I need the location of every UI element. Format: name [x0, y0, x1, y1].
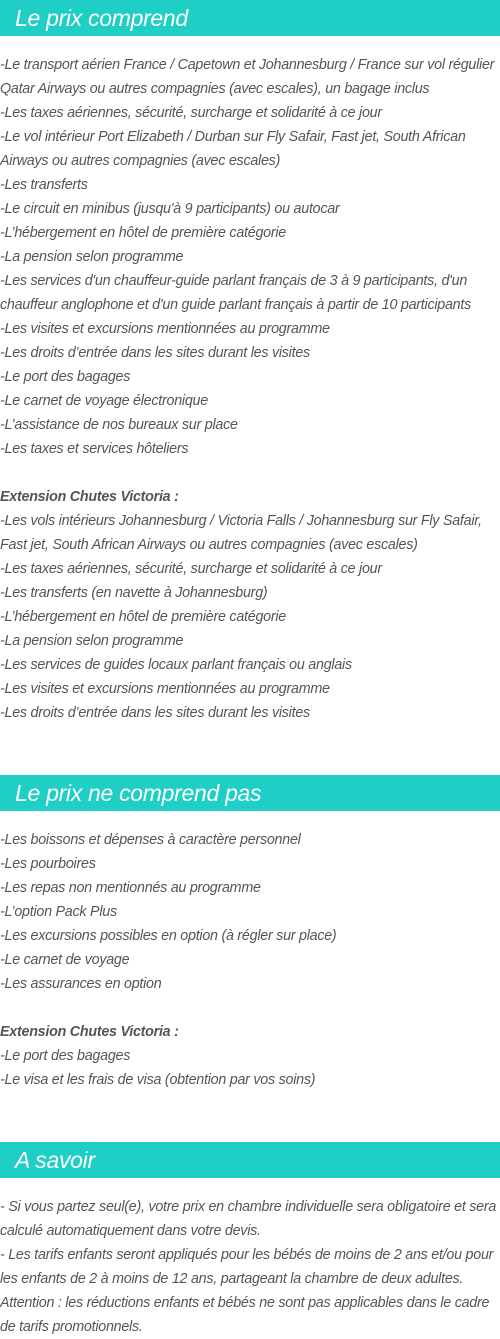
list-item: -Les transferts: [0, 177, 88, 193]
extension-heading-excludes: Extension Chutes Victoria :: [0, 1024, 179, 1040]
list-item: -Les vols intérieurs Johannesburg / Victoria Falls / Johannesburg sur Fly Safair, Fast jet, South African Airways ou autres compagnies (avec escales): [0, 513, 482, 553]
extension-heading-includes: Extension Chutes Victoria :: [0, 489, 179, 505]
list-item: -La pension selon programme: [0, 249, 184, 265]
list-item: -Les droits d’entrée dans les sites durant les visites: [0, 345, 310, 361]
list-item: -L’hébergement en hôtel de première catégorie: [0, 609, 286, 625]
info-paragraph: - Si vous partez seul(e), votre prix en chambre individuelle sera obligatoire et sera calculé automatiquement dans votre devis.: [0, 1199, 497, 1239]
list-item: -L’assistance de nos bureaux sur place: [0, 417, 238, 433]
section-know: [0, 1142, 500, 1339]
list-item: -Les excursions possibles en option (à régler sur place): [0, 928, 337, 944]
list-item: -La pension selon programme: [0, 633, 184, 649]
section-title-know: A savoir: [0, 1142, 500, 1178]
list-item: -Les taxes aériennes, sécurité, surcharge et solidarité à ce jour: [0, 105, 382, 121]
list-item: -L’hébergement en hôtel de première catégorie: [0, 225, 286, 241]
list-item: -Les taxes et services hôteliers: [0, 441, 189, 457]
list-item: -Les droits d’entrée dans les sites durant les visites: [0, 705, 310, 721]
list-item: -Le transport aérien France / Capetown et Johannesburg / France sur vol régulier Qatar Airways ou autres compagnies (avec escales), un bagage inclus: [0, 57, 495, 97]
list-item: -L’option Pack Plus: [0, 904, 117, 920]
list-item: -Le carnet de voyage électronique: [0, 393, 208, 409]
section-excludes: [0, 775, 500, 1092]
list-item: -Les boissons et dépenses à caractère personnel: [0, 832, 301, 848]
list-item: -Les repas non mentionnés au programme: [0, 880, 261, 896]
section-title-excludes: Le prix ne comprend pas: [0, 775, 500, 811]
list-item: -Le port des bagages: [0, 1048, 131, 1064]
list-item: -Les pourboires: [0, 856, 96, 872]
excludes-list: [0, 828, 500, 1092]
list-item: -Les services d'un chauffeur-guide parlant français de 3 à 9 participants, d'un chauffeur anglophone et d'un guide parlant français à partir de 10 participants: [0, 273, 471, 313]
list-item: -Le carnet de voyage: [0, 952, 130, 968]
section-title-includes: Le prix comprend: [0, 0, 500, 36]
list-item: -Les visites et excursions mentionnées au programme: [0, 321, 330, 337]
info-paragraph: - Les tarifs enfants seront appliqués pour les bébés de moins de 2 ans et/ou pour les enfants de 2 à moins de 12 ans, partageant la chambre de deux adultes. Attention : les réductions enfants et bébés ne sont pas applicables dans le cadre de tarifs promotionnels.: [0, 1247, 494, 1335]
includes-list: [0, 53, 500, 725]
know-text: [0, 1195, 500, 1339]
list-item: -Les assurances en option: [0, 976, 162, 992]
list-item: -Les visites et excursions mentionnées au programme: [0, 681, 330, 697]
list-item: -Le port des bagages: [0, 369, 131, 385]
list-item: -Le vol intérieur Port Elizabeth / Durban sur Fly Safair, Fast jet, South African Airways ou autres compagnies (avec escales): [0, 129, 466, 169]
list-item: -Les transferts (en navette à Johannesburg): [0, 585, 268, 601]
list-item: -Le circuit en minibus (jusqu'à 9 participants) ou autocar: [0, 201, 340, 217]
list-item: -Les services de guides locaux parlant français ou anglais: [0, 657, 352, 673]
list-item: -Les taxes aériennes, sécurité, surcharge et solidarité à ce jour: [0, 561, 382, 577]
list-item: -Le visa et les frais de visa (obtention par vos soins): [0, 1072, 316, 1088]
